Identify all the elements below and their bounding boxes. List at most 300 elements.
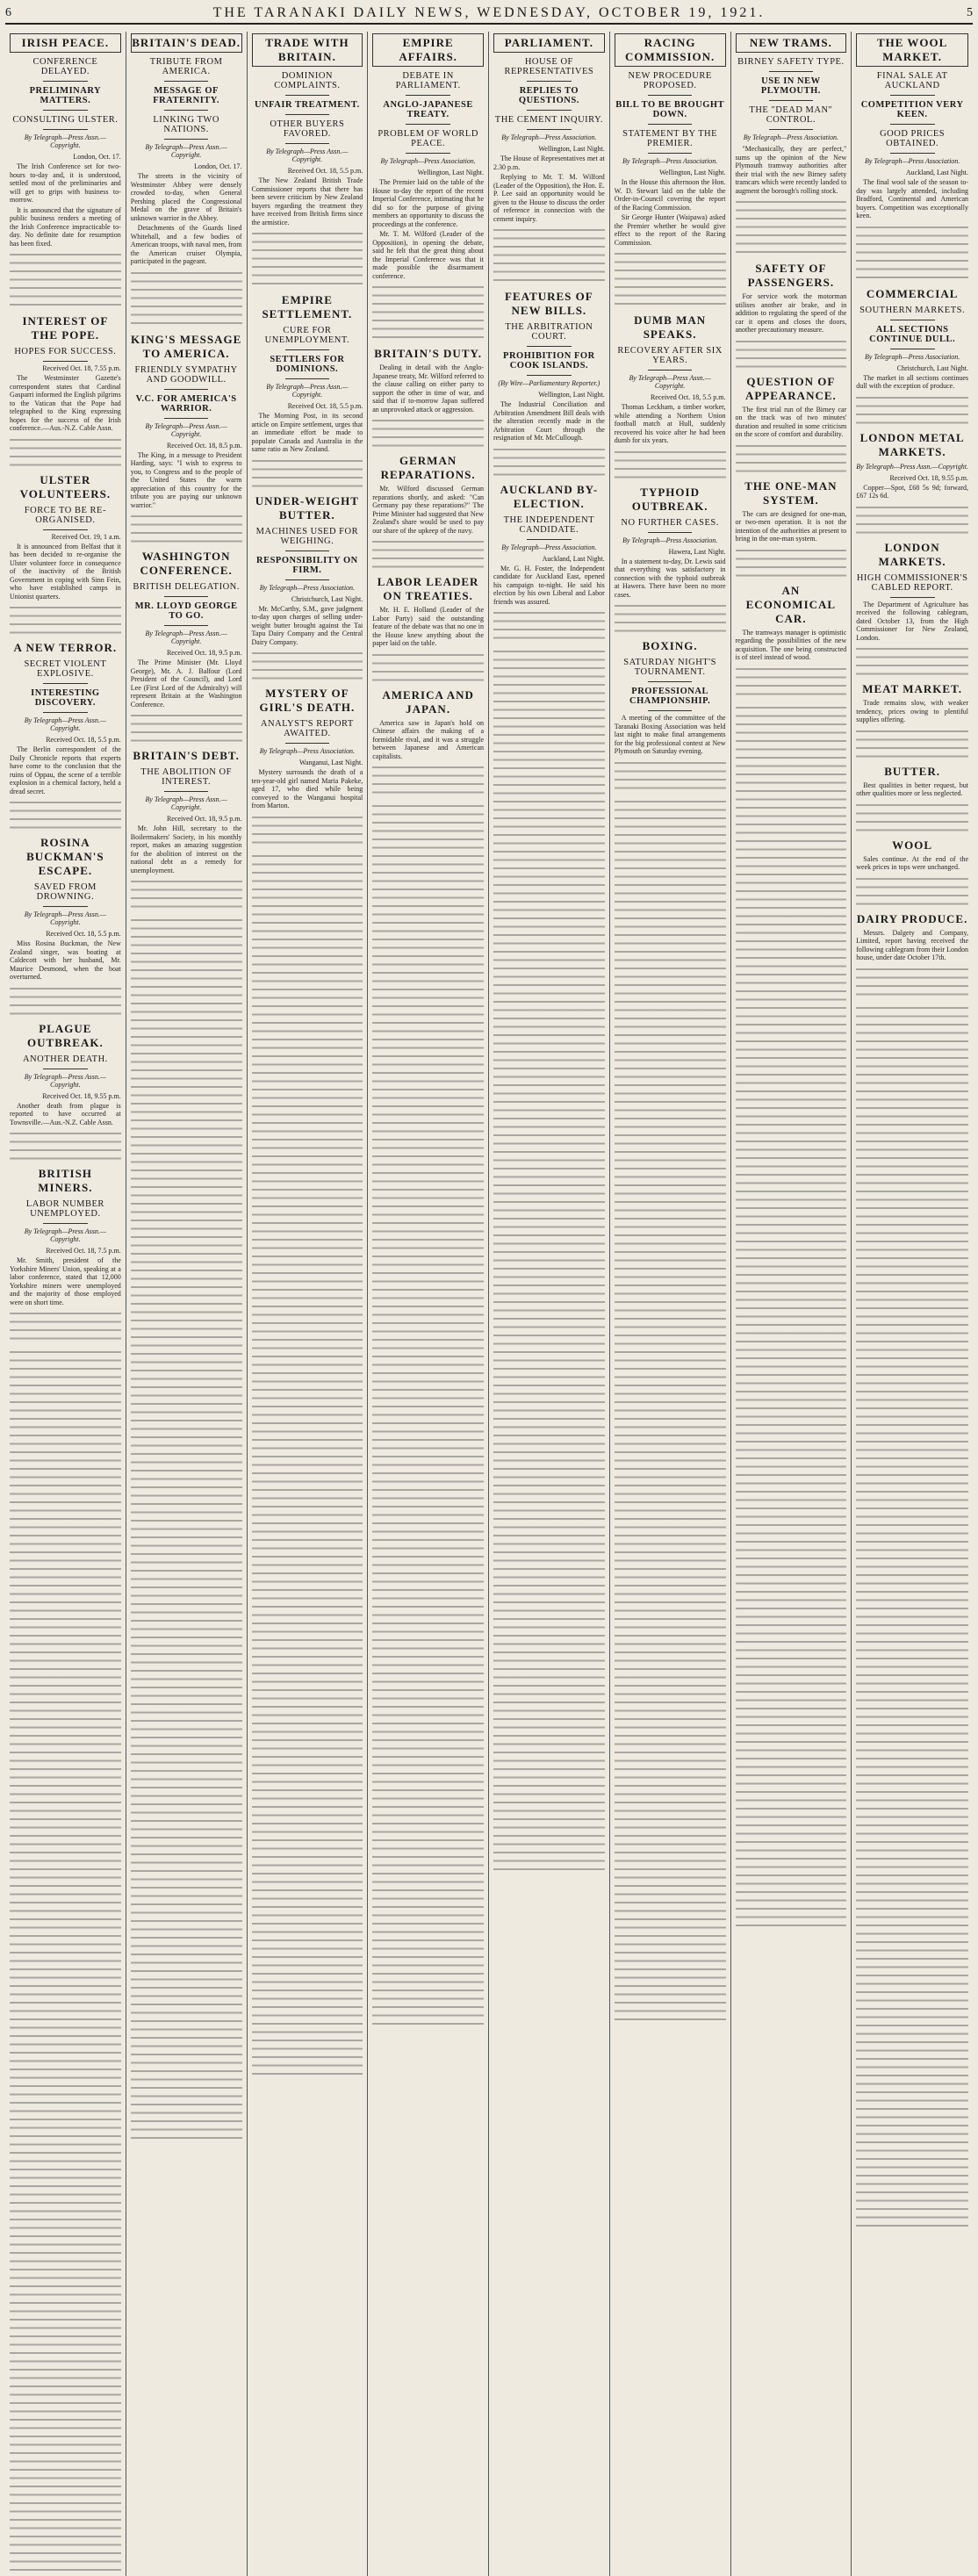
story-body-text: [252, 648, 363, 683]
story-headline: RACING COMMISSION.: [615, 33, 726, 67]
story-subheading: UNFAIR TREATMENT.: [255, 100, 360, 110]
story-paragraph: America saw in Japan's hold on Chinese affairs the making of a formidable rival, and it was a struggle between Japanese and American capitalists.: [372, 718, 484, 760]
story-paragraph: The Irish Conference set for two-hours to-day and, it is understood, settled most of the preliminaries and will get to grips with business to-morrow.: [10, 162, 121, 204]
news-column: [126, 32, 248, 2576]
story-dateline: Received Oct. 18, 5.5 p.m.: [287, 167, 363, 175]
masthead: [5, 4, 973, 25]
story-paragraph: The Department of Agriculture has received the following cablegram, dated October 13, from the High Commissioner for New Zealand, London.: [856, 600, 968, 642]
deck-rule: [43, 683, 88, 684]
story-paragraph: Best qualities in better request, but other qualities more or less neglected.: [856, 781, 968, 797]
deck-rule: [648, 124, 693, 125]
story-headline: THE ONE-MAN SYSTEM.: [744, 479, 838, 507]
story-subheading: CURE FOR UNEMPLOYMENT.: [264, 326, 350, 345]
deck-rule: [285, 550, 330, 551]
story-byline: By Telegraph—Press Assn.—Copyright.: [145, 630, 227, 645]
story-byline: By Telegraph—Press Assn.—Copyright.: [24, 716, 106, 732]
deck-rule: [527, 129, 572, 130]
deck-rule: [648, 95, 693, 96]
story-paragraph: For service work the motorman utilises another air brake, and in addition to regulating the speed of the car it opens and closes the doors, another precautionary measure.: [735, 292, 847, 334]
story-subheading: SECRET VIOLENT EXPLOSIVE.: [24, 659, 107, 679]
news-story: [372, 575, 484, 685]
story-dateline: London, Oct. 17.: [194, 162, 242, 170]
story-subheading: PROHIBITION FOR COOK ISLANDS.: [503, 351, 595, 371]
story-byline: By Telegraph—Press Association.: [864, 157, 960, 165]
news-story: [856, 541, 968, 680]
story-paragraph: Replying to Mr. T. M. Wilford (Leader of the Opposition), the Hon. E. P. Lee said an opportunity would be given to the House to discuss the order of reference in connection with the cement inquiry.: [493, 173, 605, 223]
story-headline: LONDON METAL MARKETS.: [859, 430, 965, 458]
story-paragraph: The Prime Minister (Mr. Lloyd George), Mr. A. J. Balfour (Lord President of the Council), and Lord Lee (First Lord of the Admiralty) will represent Britain at the Washington Conference.: [130, 658, 242, 709]
story-headline: LABOR LEADER ON TREATIES.: [377, 575, 479, 602]
story-headline: BUTTER.: [884, 764, 940, 778]
story-subheading: MR. LLOYD GEORGE TO GO.: [134, 601, 238, 621]
story-headline: ULSTER VOLUNTEERS.: [19, 472, 111, 500]
story-headline: AUCKLAND BY-ELECTION.: [500, 482, 599, 510]
news-column: [248, 32, 369, 2576]
news-story: [856, 682, 968, 761]
story-body-text: [252, 228, 363, 290]
story-paragraph: The New Zealand British Trade Commissioner reports that there has been severe criticism by New Zealand buyers regarding the treatment they have received from British firms since the armistice.: [251, 176, 363, 227]
news-story: [372, 688, 484, 798]
story-subheading: HOPES FOR SUCCESS.: [14, 347, 117, 356]
story-subheading: LABOR NUMBER UNEMPLOYED.: [25, 1199, 104, 1219]
story-paragraph: The Morning Post, in its second article on Empire settlement, urges that an immediate effort be made to populate Canada and Australia in the same ratio as New Zealand.: [251, 412, 363, 453]
story-paragraph: The King, in a message to President Harding, says: "I wish to express to you, to Congress and to the people of the United States the warm appreciation of this country for the tribute you are paying our unknown warrior.": [130, 450, 242, 509]
story-dateline: Auckland, Last Night.: [542, 554, 605, 563]
news-story: [131, 749, 242, 911]
story-byline: By Telegraph—Press Assn.—Copyright.: [856, 462, 968, 471]
news-story: [615, 33, 726, 310]
news-story: [252, 293, 363, 491]
column-body-text: [615, 796, 726, 2026]
story-body-text: [736, 197, 847, 258]
story-paragraph: In the House this afternoon the Hon. W. D. Stewart laid on the table the Order-in-Council covering the report of the Racing Commission.: [614, 178, 726, 212]
news-story: [615, 313, 726, 482]
news-story: [10, 314, 121, 470]
story-byline: (By Wire—Parliamentary Reporter.): [498, 379, 600, 387]
story-subheading: BILL TO BE BROUGHT DOWN.: [615, 100, 725, 119]
story-body-text: [10, 1308, 121, 1343]
column-body-text: [372, 801, 484, 2030]
story-headline: WASHINGTON CONFERENCE.: [140, 550, 233, 577]
story-body-text: [615, 447, 726, 482]
story-paragraph: It is announced from Belfast that it has been decided to re-organise the Ulster volunteer force in consequence of the inactivity of the British Government in coping with Sinn Fein, who have established camps in Unionist quarters.: [10, 542, 121, 601]
deck-rule: [285, 349, 330, 350]
deck-rule: [527, 375, 572, 376]
column-body-text: [856, 1003, 968, 2232]
story-paragraph: Mr. John Hill, secretary to the Boilermakers' Society, in his monthly report, makes an amazing suggestion for the abolition of interest on the national debt as a remedy for unemployment.: [130, 824, 242, 874]
story-headline: LONDON MARKETS.: [878, 540, 946, 568]
story-paragraph: Thomas Leckham, a timber worker, while attending a Northern Union football match at Hull, suddenly recovered his voice after he had been dumb for six years.: [614, 403, 726, 444]
story-paragraph: Messrs. Dalgety and Company, Limited, report having received the following cablegram from their London house, under date October 17th.: [856, 928, 968, 961]
story-byline: By Telegraph—Press Assn.—Copyright.: [24, 1227, 106, 1243]
story-subheading: CONFERENCE DELAYED.: [32, 57, 98, 76]
story-dateline: Received Oct. 18, 5.5 p.m.: [287, 402, 363, 410]
story-paragraph: The Westminster Gazette's correspondent states that Cardinal Gasparri informed the English pilgrims to the Vatican that the Pope had telegraphed to the King expressing hopes for the success of the Irish conference.—Aus.-N.Z. Cable Assn.: [10, 374, 121, 432]
deck-rule: [890, 124, 935, 125]
story-byline: By Telegraph—Press Association.: [501, 543, 597, 551]
story-paragraph: Mr. G. H. Foster, the Independent candidate for Auckland East, opened his campaign to-night. He said his election by his own Liberal and Labor friends was assured.: [493, 564, 605, 606]
news-story: [10, 836, 121, 1018]
story-paragraph: Mystery surrounds the death of a ten-year-old girl named Maria Pakeke, aged 17, who died while being conveyed to the Wanganui hospital from Marton.: [251, 768, 363, 809]
news-story: [856, 838, 968, 909]
deck-rule: [648, 532, 693, 533]
deck-rule: [164, 139, 209, 140]
news-story: [10, 641, 121, 832]
news-story: [493, 483, 605, 644]
news-column: [368, 32, 489, 2576]
story-paragraph: Dealing in detail with the Anglo-Japanese treaty, Mr. Wilford referred to the clause calling on either party to support the other in time of war, and said that if to-morrow Japan suffered an unprovoked attack or aggression.: [372, 363, 484, 414]
news-story: [856, 765, 968, 835]
story-dateline: Received Oct. 18, 9.5 p.m.: [166, 649, 242, 657]
story-headline: MEAT MARKET.: [862, 682, 963, 695]
story-subheading: NO FURTHER CASES.: [621, 517, 719, 528]
story-headline: BOXING.: [642, 639, 698, 652]
story-body-text: [252, 812, 363, 847]
news-story: [252, 494, 363, 684]
story-headline: PARLIAMENT.: [493, 33, 605, 53]
news-column: [610, 32, 731, 2576]
story-body-text: [131, 268, 242, 329]
deck-rule: [648, 681, 693, 682]
story-paragraph: Sir George Hunter (Waipawa) asked the Premier whether he would give effect to the report of the Racing Commission.: [614, 213, 726, 247]
story-subheading: NEW PROCEDURE PROPOSED.: [628, 71, 712, 90]
story-dateline: Auckland, Last Night.: [905, 169, 968, 176]
news-story: [493, 33, 605, 286]
story-paragraph: The Industrial Conciliation and Arbitration Amendment Bill deals with the alteration recently made in the Arbitration Court through the resignation of Mr. McCullough.: [493, 400, 605, 442]
story-byline: By Telegraph—Press Association.: [259, 747, 356, 755]
story-body-text: [252, 456, 363, 491]
story-dateline: Received Oct. 18, 9.5 p.m.: [166, 815, 242, 823]
story-body-text: [856, 392, 968, 428]
news-story: [252, 687, 363, 847]
story-paragraph: The first trial run of the Birney car on the track was of two minutes' duration and resulted in some criticism on the score of comfort and durability.: [735, 405, 847, 438]
story-dateline: London, Oct. 17.: [73, 153, 121, 161]
deck-rule: [285, 143, 330, 144]
deck-rule: [43, 81, 88, 82]
deck-rule: [890, 153, 935, 154]
story-subheading: THE ABOLITION OF INTEREST.: [140, 767, 232, 787]
story-paragraph: Another death from plague is reported to have occurred at Townsville.—Aus.-N.Z. Cable Assn.: [10, 1101, 121, 1126]
column-body-text: [252, 851, 363, 2080]
column-body-text: [493, 646, 605, 1875]
story-paragraph: Mr. Wilford discussed German reparations shortly, and asked: "Can Germany pay these reparations?" The Prime Minister had suggested that New Zealand's share would be used to pay our share of the upkeep of the navy.: [372, 485, 484, 535]
story-paragraph: Detachments of the Guards lined Whitehall, and a few bodies of American troops, with naval men, from the American cruiser Olympia, participated in the pageant.: [130, 224, 242, 265]
deck-rule: [164, 625, 209, 626]
news-story: [10, 473, 121, 638]
story-dateline: Wellington, Last Night.: [659, 169, 726, 176]
story-byline: By Telegraph—Press Association.: [380, 157, 476, 165]
story-headline: DAIRY PRODUCE.: [856, 911, 968, 925]
page-mark: 6: [5, 6, 11, 19]
column-body-text: [736, 702, 847, 1932]
story-byline: By Telegraph—Press Assn.—Copyright.: [24, 133, 106, 149]
story-body-text: [493, 444, 605, 479]
story-headline: BRITAIN'S DUTY.: [374, 347, 482, 360]
deck-rule: [285, 378, 330, 379]
story-subheading: FINAL SALE AT AUCKLAND: [876, 71, 948, 90]
story-dateline: Received Oct. 18, 7.5 p.m.: [46, 1247, 121, 1255]
story-subheading: V.C. FOR AMERICA'S WARRIOR.: [135, 393, 237, 414]
story-body-text: [493, 225, 605, 286]
deck-rule: [164, 418, 209, 419]
story-headline: INTEREST OF THE POPE.: [22, 314, 109, 342]
story-headline: THE WOOL MARKET.: [856, 33, 968, 67]
story-byline: By Telegraph—Press Assn.—Copyright.: [145, 421, 227, 438]
story-headline: QUESTION OF APPEARANCE.: [744, 374, 837, 402]
story-body-text: [10, 797, 121, 832]
news-story: [615, 486, 726, 637]
story-body-text: [131, 710, 242, 745]
deck-rule: [164, 81, 209, 82]
story-subheading: INTERESTING DISCOVERY.: [31, 688, 100, 708]
column-body-text: [131, 915, 242, 2144]
news-story: [372, 33, 484, 343]
story-paragraph: The Premier laid on the table of the House to-day the report of the recent Imperial Conference, intimating that he did so for the purpose of giving members an opportunity to discuss the proceedings at the conference.: [372, 178, 484, 228]
story-subheading: DEBATE IN PARLIAMENT.: [395, 71, 461, 90]
story-subheading: GOOD PRICES OBTAINED.: [880, 129, 946, 148]
story-body-text: [10, 249, 121, 311]
story-subheading: ANOTHER DEATH.: [22, 1054, 108, 1064]
news-story: [856, 287, 968, 428]
story-headline: PLAGUE OUTBREAK.: [27, 1021, 104, 1049]
story-subheading: BRITISH DELEGATION.: [133, 582, 240, 592]
story-body-text: [372, 762, 484, 797]
story-subheading: MACHINES USED FOR WEIGHING.: [255, 526, 359, 546]
deck-rule: [890, 597, 935, 598]
story-body-text: [856, 800, 968, 835]
story-headline: TRADE WITH BRITAIN.: [252, 33, 363, 67]
story-dateline: Wellington, Last Night.: [538, 145, 605, 153]
story-body-text: [10, 1128, 121, 1163]
story-subheading: THE CEMENT INQUIRY.: [494, 115, 603, 125]
story-dateline: Received Oct. 18, 8.5 p.m.: [166, 441, 242, 450]
story-subheading: CONSULTING ULSTER.: [12, 115, 119, 125]
deck-rule: [285, 743, 330, 744]
story-byline: By Telegraph—Press Association.: [622, 157, 718, 165]
news-story: [372, 347, 484, 450]
story-body-text: [736, 441, 847, 476]
story-headline: SAFETY OF PASSENGERS.: [747, 262, 835, 289]
story-subheading: DOMINION COMPLAINTS.: [274, 71, 341, 90]
story-subheading: PROBLEM OF WORLD PEACE.: [378, 129, 478, 148]
story-headline: BRITAIN'S DEBT.: [133, 749, 240, 762]
story-subheading: THE "DEAD MAN" CONTROL.: [749, 105, 833, 125]
deck-rule: [43, 129, 88, 130]
deck-rule: [527, 110, 572, 111]
story-body-text: [10, 435, 121, 470]
news-story: [615, 639, 726, 793]
news-column: [5, 32, 126, 2576]
story-subheading: SAVED FROM DROWNING.: [33, 882, 97, 902]
story-subheading: ANGLO-JAPANESE TREATY.: [383, 100, 473, 119]
news-story: [10, 33, 121, 311]
story-paragraph: The market in all sections continues dull with the exception of produce.: [856, 373, 968, 390]
news-column: [731, 32, 852, 2576]
news-story: [252, 33, 363, 290]
story-subheading: RESPONSIBILITY ON FIRM.: [255, 555, 358, 575]
deck-rule: [527, 81, 572, 82]
story-dateline: Received Oct. 18, 9.55 p.m.: [42, 1091, 121, 1100]
story-subheading: HIGH COMMISSIONER'S CABLED REPORT.: [856, 572, 968, 593]
story-subheading: REPLIES TO QUESTIONS.: [518, 86, 579, 105]
story-headline: TYPHOID OUTBREAK.: [631, 485, 708, 513]
story-body-text: [615, 601, 726, 636]
story-body-text: [372, 282, 484, 343]
story-subheading: HOUSE OF REPRESENTATIVES: [504, 57, 594, 76]
deck-rule: [648, 710, 693, 711]
news-story: [736, 584, 847, 699]
news-columns: [5, 32, 973, 1306]
story-dateline: Christchurch, Last Night.: [291, 594, 363, 603]
story-paragraph: A meeting of the committee of the Taranaki Boxing Association was held last night to make final arrangements for the big professional contest at New Plymouth on Saturday evening.: [614, 714, 726, 755]
story-body-text: [856, 222, 968, 284]
story-subheading: PROFESSIONAL CHAMPIONSHIP.: [629, 687, 711, 706]
news-column: [489, 32, 610, 2576]
story-headline: ROSINA BUCKMAN'S ESCAPE.: [26, 836, 104, 877]
news-story: [131, 33, 242, 329]
deck-rule: [527, 346, 572, 347]
deck-rule: [43, 712, 88, 713]
story-headline: AN ECONOMICAL CAR.: [745, 583, 837, 625]
story-paragraph: "Mechanically, they are perfect," sums up the opinion of the New Plymouth tramway authorities after their trial with the new Birney safety tramcars which were recently landed to augment the borough's rolling stock.: [735, 145, 847, 195]
deck-rule: [43, 906, 88, 907]
deck-rule: [164, 791, 209, 792]
story-byline: By Telegraph—Press Assn.—Copyright.: [145, 143, 227, 159]
deck-rule: [769, 100, 814, 101]
deck-rule: [769, 129, 814, 130]
story-subheading: THE INDEPENDENT CANDIDATE.: [503, 514, 595, 535]
story-body-text: [372, 536, 484, 572]
news-story: [736, 33, 847, 258]
news-story: [856, 33, 968, 284]
story-byline: By Telegraph—Press Association.: [864, 352, 960, 361]
story-subheading: COMPETITION VERY KEEN.: [860, 100, 964, 119]
news-story: [372, 454, 484, 572]
deck-rule: [527, 539, 572, 540]
story-subheading: SOUTHERN MARKETS.: [859, 305, 966, 315]
story-body-text: [131, 511, 242, 546]
story-subheading: SETTLERS FOR DOMINIONS.: [270, 355, 345, 374]
story-headline: A NEW TERROR.: [13, 641, 118, 654]
story-byline: By Telegraph—Press Assn.—Copyright.: [145, 795, 227, 811]
story-body-text: [856, 502, 968, 537]
story-subheading: THE ARBITRATION COURT.: [505, 322, 593, 342]
story-paragraph: The tramways manager is optimistic regarding the possibilities of the new acquisition. The one being constructed is of steel instead of wood.: [735, 628, 847, 661]
story-subheading: SATURDAY NIGHT'S TOURNAMENT.: [623, 658, 716, 677]
story-headline: UNDER-WEIGHT BUTTER.: [255, 493, 359, 522]
story-body-text: [615, 248, 726, 310]
story-subheading: PRELIMINARY MATTERS.: [29, 86, 102, 105]
deck-rule: [43, 110, 88, 111]
deck-rule: [164, 389, 209, 390]
story-dateline: Received Oct. 18, 5.5 p.m.: [46, 930, 121, 938]
story-dateline: Christchurch, Last Night.: [896, 363, 968, 372]
deck-rule: [43, 361, 88, 362]
story-dateline: Received Oct. 18, 9.55 p.m.: [889, 473, 968, 482]
story-subheading: ANALYST'S REPORT AWAITED.: [260, 719, 354, 738]
story-headline: COMMERCIAL: [866, 286, 959, 300]
deck-rule: [43, 529, 88, 530]
news-story: [736, 375, 847, 476]
story-headline: GERMAN REPARATIONS.: [380, 454, 476, 481]
deck-rule: [406, 124, 450, 125]
story-paragraph: Mr. Smith, president of the Yorkshire Miners' Union, speaking at a labor conference, stated that 12,000 Yorkshire miners were unemployed and the majority of those employed were on short time.: [10, 1256, 121, 1306]
news-story: [856, 912, 968, 999]
story-body-text: [10, 602, 121, 637]
story-paragraph: Miss Rosina Buckman, the New Zealand singer, was boating at Caldecott with her husband, Mr. Maurice Desmond, when the boat overturned.: [10, 939, 121, 981]
deck-rule: [648, 153, 693, 154]
story-headline: IRISH PEACE.: [10, 33, 121, 53]
story-body-text: [131, 876, 242, 911]
story-headline: NEW TRAMS.: [736, 33, 847, 53]
story-headline: KING'S MESSAGE TO AMERICA.: [130, 332, 242, 360]
story-headline: BRITISH MINERS.: [38, 1167, 93, 1194]
story-dateline: Wanganui, Last Night.: [299, 759, 363, 766]
story-subheading: STATEMENT BY THE PREMIER.: [622, 129, 718, 148]
story-dateline: Received Oct. 18, 5.5 p.m.: [650, 393, 726, 401]
story-paragraph: In a statement to-day, Dr. Lewis said that everything was satisfactory in connection with the typhoid outbreak at Hawera. There have been no more cases.: [614, 557, 726, 599]
news-column: [852, 32, 973, 2576]
story-headline: AMERICA AND JAPAN.: [382, 687, 474, 716]
story-dateline: Wellington, Last Night.: [417, 169, 484, 176]
deck-rule: [164, 110, 209, 111]
deck-rule: [648, 370, 693, 371]
column-body-text: [10, 1347, 121, 2576]
story-body-text: [856, 964, 968, 999]
story-paragraph: Trade remains slow, with weaker tendency, prices owing to plentiful supplies offering.: [856, 699, 968, 723]
story-byline: By Telegraph—Press Assn.—Copyright.: [24, 1072, 106, 1089]
story-paragraph: Mr. T. M. Wilford (Leader of the Opposition), in opening the debate, said he felt that the great thing about the Imperial Conference was that it made possible the disarmament conference.: [372, 230, 484, 280]
story-dateline: Received Oct. 18, 5.5 p.m.: [46, 736, 121, 744]
story-headline: DUMB MAN SPEAKS.: [634, 313, 707, 341]
story-body-text: [10, 983, 121, 1018]
story-body-text: [736, 664, 847, 699]
story-paragraph: Mr. H. E. Holland (Leader of the Labor Party) said the outstanding feature of the debate was that no one in the House knew anything about the paper laid on the table.: [372, 606, 484, 647]
deck-rule: [164, 596, 209, 597]
news-story: [736, 262, 847, 371]
story-headline: BRITAIN'S DEAD.: [131, 33, 242, 53]
story-paragraph: The streets in the vicinity of Westminster Abbey were densely crowded to-day, when General Pershing placed the Congressional Medal on the grave of Britain's unknown warrior in the Abbey.: [130, 172, 242, 222]
deck-rule: [890, 95, 935, 96]
story-byline: By Telegraph—Press Assn.—Copyright.: [629, 374, 711, 390]
story-paragraph: The final wool sale of the season to-day was largely attended, including Bradford, Continental and American buyers. Competition was exceptionally keen.: [856, 178, 968, 219]
news-story: [856, 431, 968, 537]
story-subheading: TRIBUTE FROM AMERICA.: [149, 57, 223, 76]
story-body-text: [372, 415, 484, 450]
story-headline: EMPIRE AFFAIRS.: [372, 33, 484, 67]
deck-rule: [769, 71, 814, 72]
story-headline: WOOL: [892, 838, 933, 852]
story-body-text: [856, 874, 968, 909]
story-byline: By Telegraph—Press Assn.—Copyright.: [266, 148, 349, 163]
deck-rule: [285, 579, 330, 580]
news-story: [10, 1167, 121, 1343]
deck-rule: [406, 153, 450, 154]
story-dateline: Wellington, Last Night.: [538, 391, 605, 399]
story-headline: EMPIRE SETTLEMENT.: [262, 293, 353, 320]
story-headline: MYSTERY OF GIRL'S DEATH.: [259, 687, 356, 714]
masthead-title: THE TARANAKI DAILY NEWS, WEDNESDAY, OCTOBER 19, 1921.: [212, 5, 766, 20]
story-byline: By Telegraph—Press Assn.—Copyright.: [266, 383, 349, 399]
story-paragraph: Copper—Spot, £68 5s 9d; forward, £67 12s 6d.: [856, 483, 968, 500]
story-body-text: [493, 608, 605, 643]
story-body-text: [856, 644, 968, 679]
deck-rule: [406, 95, 450, 96]
story-dateline: Received Oct. 18, 7.55 p.m.: [42, 364, 121, 372]
story-dateline: Hawera, Last Night.: [668, 547, 726, 556]
news-story: [131, 333, 242, 547]
story-dateline: Received Oct. 19, 1 a.m.: [51, 532, 121, 541]
